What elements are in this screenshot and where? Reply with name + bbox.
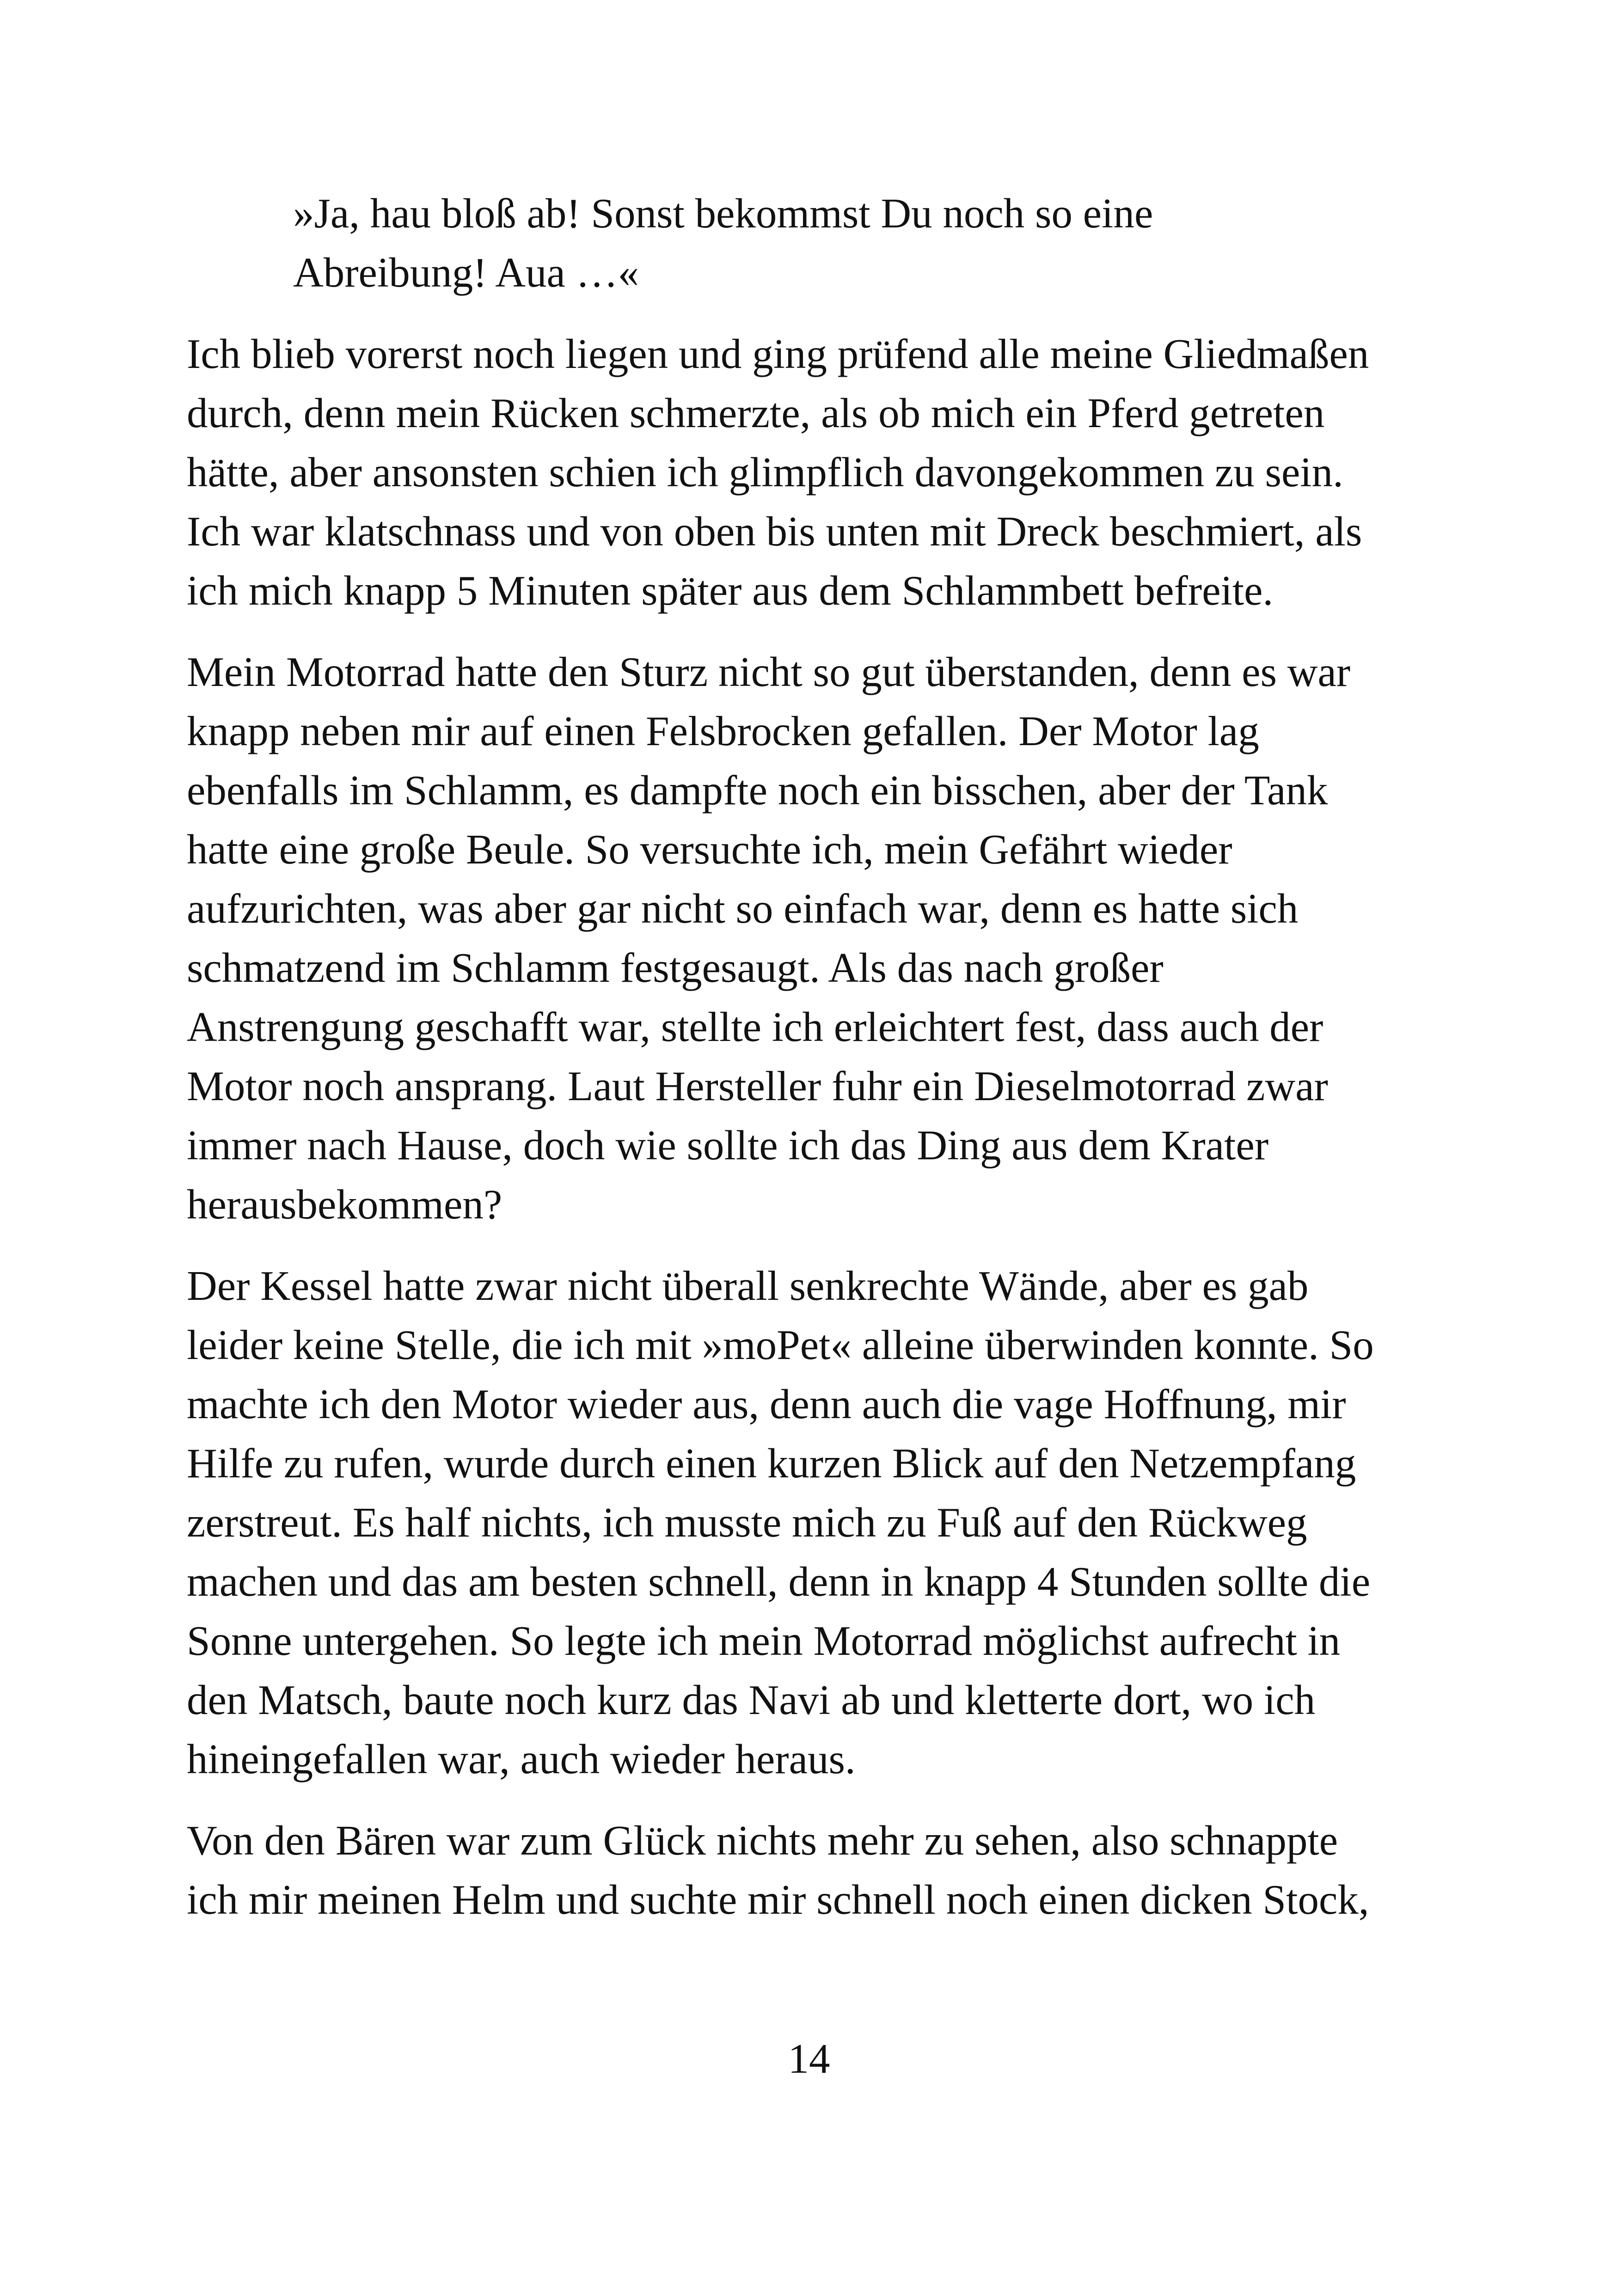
text-body [187,184,1444,1952]
text-line: Anstrengung geschafft war, stellte ich erleichtert fest, dass auch der [187,1004,1324,1050]
dialogue-quote [187,184,1444,302]
text-line: Abreibung! Aua …« [293,249,639,296]
text-line: schmatzend im Schlamm festgesaugt. Als das nach großer [187,944,1164,991]
text-line: Ich blieb vorerst noch liegen und ging prüfend alle meine Gliedmaßen [187,331,1369,377]
text-line: machen und das am besten schnell, denn in knapp 4 Stunden sollte die [187,1558,1371,1605]
text-line: hätte, aber ansonsten schien ich glimpflich davongekommen zu sein. [187,449,1343,496]
text-line: immer nach Hause, doch wie sollte ich das Ding aus dem Krater [187,1122,1269,1169]
paragraph [187,1256,1444,1789]
paragraph [187,325,1444,620]
text-line: Ich war klatschnass und von oben bis unten mit Dreck beschmiert, als [187,508,1362,555]
text-line: ebenfalls im Schlamm, es dampfte noch ein bisschen, aber der Tank [187,767,1328,814]
text-line: den Matsch, baute noch kurz das Navi ab und kletterte dort, wo ich [187,1677,1316,1723]
text-line: ich mir meinen Helm und suchte mir schnell noch einen dicken Stock, [187,1876,1369,1923]
text-line: Der Kessel hatte zwar nicht überall senkrechte Wände, aber es gab [187,1262,1309,1309]
text-line: Hilfe zu rufen, wurde durch einen kurzen Blick auf den Netzempfang [187,1440,1356,1487]
text-line: hatte eine große Beule. So versuchte ich, mein Gefährt wieder [187,826,1232,873]
text-line: ich mich knapp 5 Minuten später aus dem Schlammbett befreite. [187,567,1274,614]
text-line: aufzurichten, was aber gar nicht so einfach war, denn es hatte sich [187,885,1299,932]
paragraph [187,643,1444,1234]
text-line: knapp neben mir auf einen Felsbrocken gefallen. Der Motor lag [187,708,1259,754]
text-line: Mein Motorrad hatte den Sturz nicht so gut überstanden, denn es war [187,649,1351,695]
text-line: machte ich den Motor wieder aus, denn auch die vage Hoffnung, mir [187,1381,1346,1427]
text-line: Von den Bären war zum Glück nichts mehr zu sehen, also schnappte [187,1817,1338,1864]
text-line: »Ja, hau bloß ab! Sonst bekommst Du noch so eine [293,190,1153,237]
text-line: Sonne untergehen. So legte ich mein Motorrad möglichst aufrecht in [187,1617,1341,1664]
text-line: durch, denn mein Rücken schmerzte, als ob mich ein Pferd getreten [187,390,1325,436]
page-number: 14 [788,2035,830,2082]
text-line: hineingefallen war, auch wieder heraus. [187,1736,856,1782]
text-line: Motor noch ansprang. Laut Hersteller fuhr ein Dieselmotorrad zwar [187,1063,1328,1109]
text-line: herausbekommen? [187,1181,503,1228]
paragraph [187,1811,1444,1929]
text-line: zerstreut. Es half nichts, ich musste mich zu Fuß auf den Rückweg [187,1499,1307,1546]
text-line: leider keine Stelle, die ich mit »moPet« alleine überwinden konnte. So [187,1322,1374,1368]
